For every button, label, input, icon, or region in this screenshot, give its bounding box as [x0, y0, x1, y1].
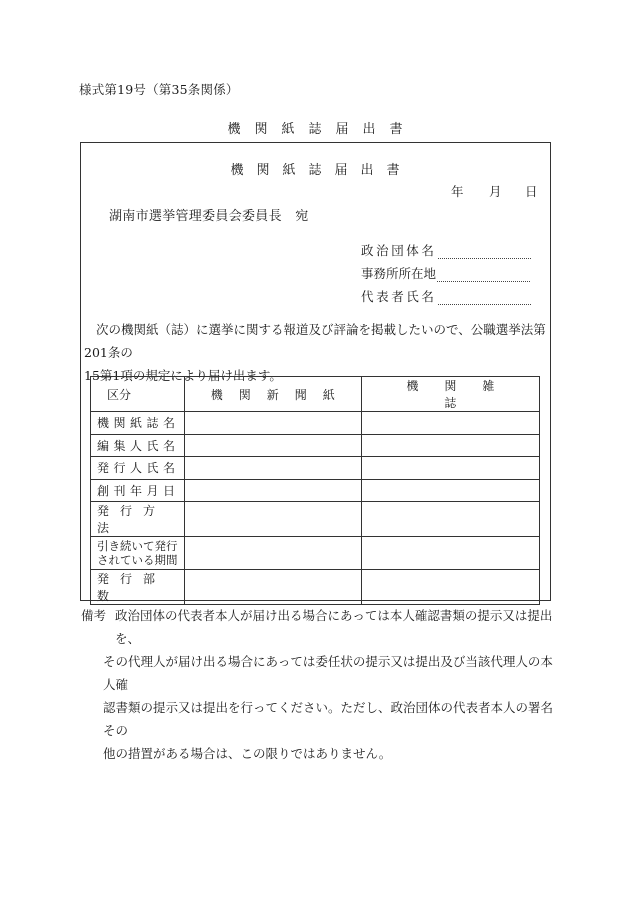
- header-newspaper: [184, 377, 361, 412]
- magazine-cell[interactable]: [361, 479, 539, 502]
- header-category-text: 区分: [107, 387, 132, 402]
- representative-field[interactable]: [438, 292, 531, 305]
- remarks-label: 備考: [81, 608, 107, 623]
- header-magazine: [361, 377, 539, 412]
- row-label: [91, 502, 185, 537]
- row-label: [91, 434, 185, 457]
- table-header-row: [91, 377, 540, 412]
- row-label-text: 発行部数: [97, 572, 167, 603]
- office-address-row: [361, 264, 530, 282]
- row-label-text: 編集人氏名: [97, 438, 180, 453]
- newspaper-cell[interactable]: [184, 412, 361, 435]
- remarks-line-1: 政治団体の代表者本人が届け出る場合にあっては本人確認書類の提示又は提出を、: [115, 608, 553, 646]
- row-label: [91, 537, 185, 570]
- table-row: [91, 479, 540, 502]
- magazine-cell[interactable]: [361, 457, 539, 480]
- office-address-label: 事務所所在地: [361, 266, 437, 281]
- declaration-line-2: 15第1項の規定により届け出ます。: [84, 368, 282, 383]
- remarks-line-3: 認書類の提示又は提出を行ってください。ただし、政治団体の代表者本人の署名その: [103, 700, 554, 738]
- publication-table: [90, 376, 540, 605]
- magazine-cell[interactable]: [361, 412, 539, 435]
- row-label-multiline: [91, 537, 184, 569]
- table-row: [91, 412, 540, 435]
- newspaper-cell[interactable]: [184, 434, 361, 457]
- org-name-row: [361, 241, 531, 259]
- table-row: [91, 502, 540, 537]
- row-label: [91, 412, 185, 435]
- representative-label: 代表者氏名: [361, 289, 437, 304]
- row-label: [91, 457, 185, 480]
- header-category: [91, 377, 185, 412]
- table-row: [91, 434, 540, 457]
- table-row: [91, 570, 540, 605]
- document-title: 機関紙誌届出書: [227, 122, 417, 137]
- newspaper-cell[interactable]: [184, 479, 361, 502]
- row-label-text: 発行人氏名: [97, 461, 180, 476]
- form-number: 様式第19号（第35条関係）: [79, 82, 239, 97]
- date-year-label: 年: [451, 184, 464, 199]
- remarks-first-line: [81, 604, 553, 650]
- row-label-text: 発行方法: [97, 504, 167, 535]
- addressee: 湖南市選挙管理委員会委員長 宛: [109, 209, 309, 224]
- row-label-line-1: 引き続いて発行: [97, 539, 178, 553]
- declaration-line-1: 次の機関紙（誌）に選挙に関する報道及び評論を掲載したいので、公職選挙法第201条の: [84, 322, 546, 360]
- newspaper-cell[interactable]: [184, 537, 361, 570]
- office-address-field[interactable]: [437, 269, 530, 282]
- remarks: [81, 604, 553, 765]
- date-month-label: 月: [489, 184, 502, 199]
- newspaper-cell[interactable]: [184, 570, 361, 605]
- newspaper-cell[interactable]: [184, 457, 361, 480]
- row-label-line-2: されている期間: [97, 553, 178, 567]
- representative-row: [361, 287, 531, 305]
- row-label: [91, 570, 185, 605]
- row-label-text: 機関紙誌名: [97, 416, 180, 431]
- org-name-label: 政治団体名: [361, 243, 437, 258]
- row-label-text: 創刊年月日: [97, 483, 180, 498]
- header-newspaper-text: 機関新聞紙: [210, 387, 351, 402]
- remarks-line-4: 他の措置がある場合は、この限りではありません。: [103, 746, 392, 761]
- row-label: [91, 479, 185, 502]
- magazine-cell[interactable]: [361, 537, 539, 570]
- remarks-line-2: その代理人が届け出る場合にあっては委任状の提示又は提出及び当該代理人の本人確: [103, 654, 553, 692]
- org-name-field[interactable]: [438, 246, 531, 259]
- magazine-cell[interactable]: [361, 502, 539, 537]
- header-magazine-text: 機関雑誌: [406, 379, 521, 410]
- table-row: [91, 537, 540, 570]
- magazine-cell[interactable]: [361, 434, 539, 457]
- form-title: 機関紙誌届出書: [230, 163, 413, 178]
- newspaper-cell[interactable]: [184, 502, 361, 537]
- magazine-cell[interactable]: [361, 570, 539, 605]
- table-row: [91, 457, 540, 480]
- date-day-label: 日: [525, 184, 538, 199]
